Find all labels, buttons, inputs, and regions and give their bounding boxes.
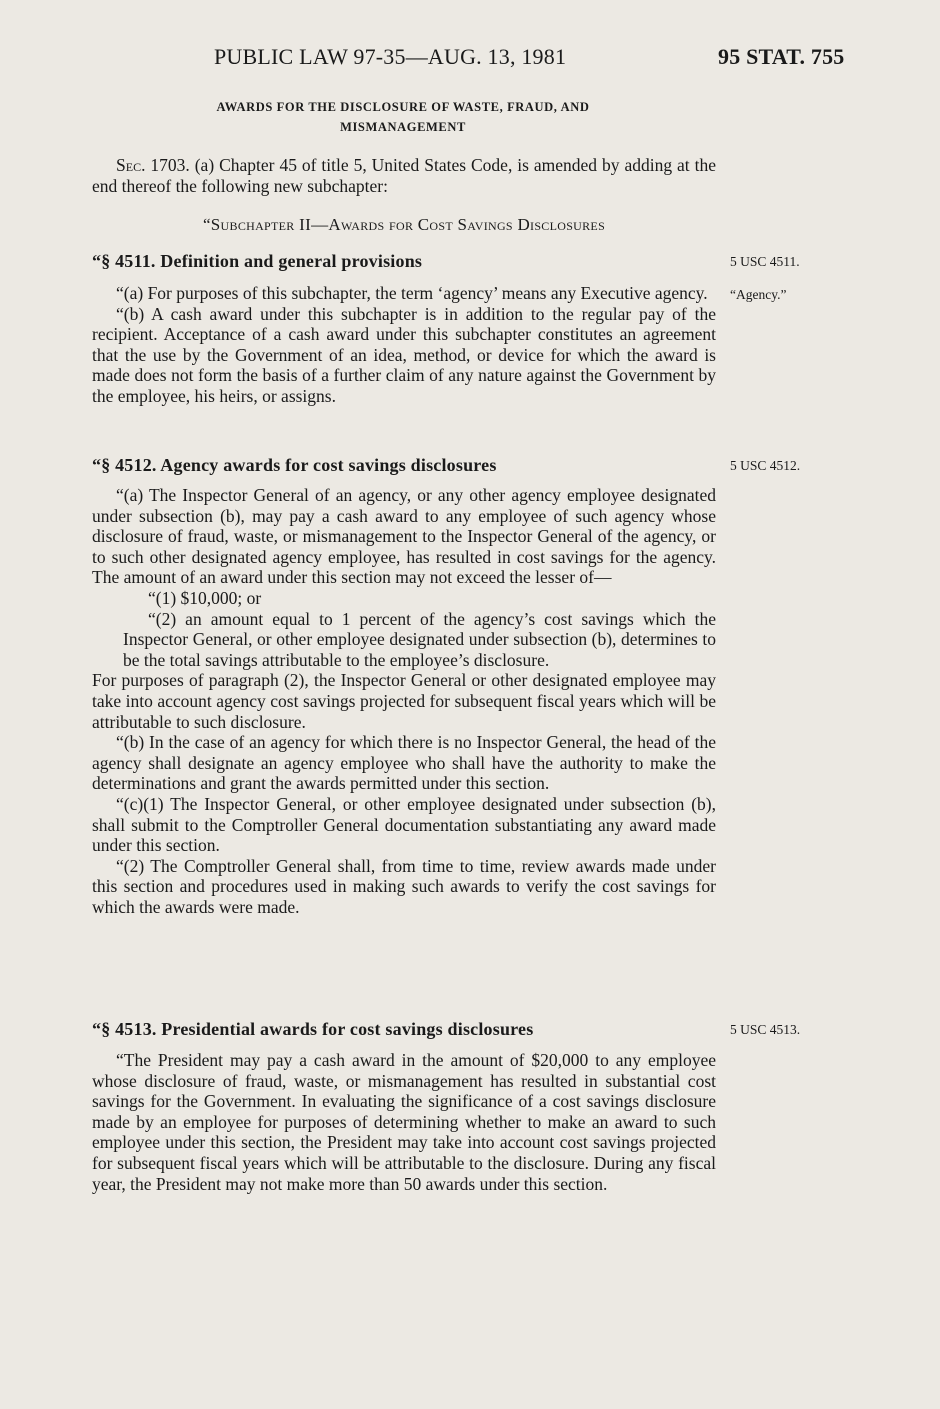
sec-label: Sec. [116,155,146,175]
section-4513-text: “The President may pay a cash award in the amount of $20,000 to any employee whose disclosure of fraud, waste, or mismanagement has resulted in substantial cost savings for the Government. In evaluating the significance of a cost savings disclosure made by an employee for purposes of determining whether to make an award to such employee under this section, the President may take into account cost savings projected for subsequent fiscal years which will be attributable to the disclosure. During any fiscal year, the President may not make more than 50 awards under this section. [92,1050,716,1194]
margin-note-4513: 5 USC 4513. [730,1022,801,1037]
subchapter-heading: “Subchapter II—Awards for Cost Savings Disclosures [202,215,606,234]
running-header-page-ref: 95 STAT. 755 [718,44,845,69]
section-4512-b: “(b) In the case of an agency for which there is no Inspector General, the head of the agency shall designate an agency employee who shall have the authority to make the determinations and grant the awards permitted under this section. [92,732,716,794]
section-4513-body [92,1050,716,1194]
section-4512-c1: “(c)(1) The Inspector General, or other employee designated under subsection (b), shall submit to the Comptroller General documentation substantiating any award made under this section. [92,793,716,856]
section-4512-heading: “§ 4512. Agency awards for cost savings disclosures [92,455,497,475]
section-4512-a2: “(2) an amount equal to 1 percent of the agency’s cost savings which the Inspector General, or other employee designated under subsection (b), determines to be the total savings attributable to the employee’s disclosure. [123,608,716,670]
section-4512-c2: “(2) The Comptroller General shall, from time to time, review awards made under this section and procedures used in making such awards to verify the cost savings for which the awards were made. [92,855,716,917]
section-4512-body [92,485,716,917]
section-4512-a: “(a) The Inspector General of an agency, or any other agency employee designated under subsection (b), may pay a cash award to any employee of such agency whose disclosure of fraud, waste, or mismanagement to the Inspector General of the agency, or to such other designated agency employee, has resulted in cost savings for the agency. The amount of an award under this section may not exceed the lesser of— [92,485,716,588]
margin-note-4512: 5 USC 4512. [730,458,801,473]
section-4511-body [92,283,716,407]
sec-1703-text: 1703. (a) Chapter 45 of title 5, United States Code, is amended by adding at the end thereof the following new subchapter: [92,155,716,196]
margin-note-agency: “Agency.” [730,287,787,302]
section-4511-heading: “§ 4511. Definition and general provisions [92,251,423,271]
section-caption [92,97,714,137]
section-4511-a: “(a) For purposes of this subchapter, the term ‘agency’ means any Executive agency. [116,283,708,303]
section-4511-b: “(b) A cash award under this subchapter is in addition to the regular pay of the recipient. Acceptance of a cash award under this subchapter constitutes an agreement that the use by the Government of an idea, method, or device for which the award is made does not form the basis of a further claim of any nature against the Government by the employee, his heirs, or assigns. [92,303,716,406]
section-4513-heading: “§ 4513. Presidential awards for cost savings disclosures [92,1019,534,1039]
running-header-title: PUBLIC LAW 97-35—AUG. 13, 1981 [214,44,567,69]
sec-1703-paragraph [92,155,716,196]
section-4512-a1: “(1) $10,000; or [148,587,262,608]
caption-line-2: MISMANAGEMENT [340,120,466,134]
section-4512-a-tail: For purposes of paragraph (2), the Inspector General or other designated employee may take into account agency cost savings projected for subsequent fiscal years which will be attributable to such disclosure. [92,670,716,732]
caption-line-1: AWARDS FOR THE DISCLOSURE OF WASTE, FRAUD, AND [216,100,590,114]
margin-note-4511: 5 USC 4511. [730,254,800,269]
